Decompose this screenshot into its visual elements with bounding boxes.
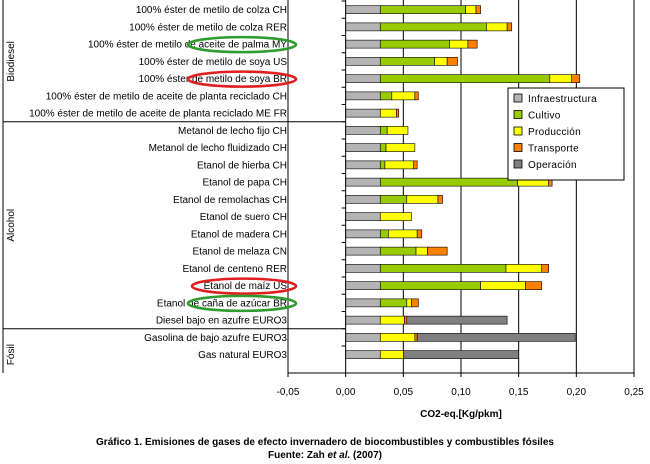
bar-segment [380,109,396,117]
bar-segment [386,144,415,152]
bar-segment [380,299,407,307]
category-label: Etanol de hierba CH [196,160,287,172]
source-suffix: (2007) [350,450,382,461]
bar-segment [346,316,381,324]
category-label: Etanol de madera CH [190,229,287,241]
legend [508,88,624,180]
bar-segment [346,213,381,221]
bar-segment [380,247,416,255]
bar-segment [507,23,512,31]
bar-segment [506,264,542,272]
bar-segment [407,195,438,203]
bar-segment [380,144,386,152]
legend-swatch [514,94,522,102]
bar-segment [404,316,406,324]
x-tick-label: 0,15 [508,387,529,398]
x-tick-label: 0,25 [624,387,644,398]
bar-segment [380,75,550,83]
bar-segment [380,282,480,290]
group-label: Fósil [6,344,17,366]
category-label: 100% éster de metilo de aceite de palma MY [88,39,287,51]
bar-segment [407,316,507,324]
category-label: Etanol de remolachas CH [173,194,287,206]
bar-segment [428,247,448,255]
bar-segment [380,6,465,14]
category-label: Metanol de lecho fluidizado CH [148,143,287,155]
bar-segment [346,75,381,83]
bar-segment [550,75,572,83]
bar-segment [346,144,381,152]
category-label: 100% éster de metilo de colza RER [129,22,287,34]
bar-segment [380,333,415,341]
bar-segment [380,92,392,100]
bar-segment [346,333,381,341]
bar-segment [438,195,443,203]
bar-segment [414,161,417,169]
group-label: Biodiesel [6,41,17,82]
category-label: Gas natural EURO3 [198,350,287,362]
bar-segment [380,40,449,48]
legend-swatch [514,144,522,152]
bar-segment [380,57,434,65]
bar-segment [346,6,381,14]
bar-segment [407,299,412,307]
bar-segment [380,161,385,169]
x-tick-label: -0,05 [276,387,300,398]
legend-swatch [514,111,522,119]
figure-caption: Gráfico 1. Emisiones de gases de efecto invernadero de biocombustibles y combustibles fósiles [96,437,554,448]
bar-segment [572,75,580,83]
bar-segment [434,57,447,65]
category-label: Etanol de melaza CN [192,246,287,258]
legend-label: Infraestructura [528,94,597,105]
bar-segment [396,109,398,117]
bar-segment [346,57,381,65]
bar-segment [346,126,381,134]
bar-segment [526,282,542,290]
bar-segment [468,40,477,48]
bar-segment [346,299,381,307]
bar-segment [346,230,381,238]
bar-segment [481,282,526,290]
bar-segment [380,195,407,203]
category-label: 100% éster de metilo de aceite de planta reciclado CH [45,91,287,103]
bar-segment [417,230,422,238]
bar-segment [417,333,575,341]
legend-label: Cultivo [528,110,561,122]
bar-segment [476,6,481,14]
source-prefix: Fuente: Zah [268,450,328,461]
category-label: Etanol de maíz US [203,281,287,293]
bar-segment [346,40,381,48]
bar-segment [415,92,418,100]
bar-segment [466,6,476,14]
category-label: Etanol de centeno RER [182,263,287,275]
bar-segment [486,23,507,31]
legend-label: Transporte [528,143,579,155]
bars [346,6,580,359]
bar-segment [380,230,388,238]
bar-segment [388,230,417,238]
category-label: 100% éster de metilo de soya BR [138,74,287,86]
group-label: Alcohol [6,208,17,242]
bar-segment [346,92,381,100]
bar-segment [380,351,403,359]
bar-segment [403,351,518,359]
x-tick-label: 0,20 [566,387,587,398]
category-label: 100% éster de metilo de colza CH [135,5,287,17]
bar-segment [346,178,381,186]
bar-segment [346,247,381,255]
bar-segment [380,264,506,272]
category-label: Metanol de lecho fijo CH [178,125,287,137]
bar-segment [346,109,381,117]
x-axis-title: CO2-eq.[Kg/pkm] [420,409,502,420]
bar-segment [380,213,411,221]
category-labels [29,5,287,361]
bar-segment [387,126,408,134]
bar-segment [385,161,414,169]
bar-segment [411,299,418,307]
figure-source [0,450,650,461]
source-italic: et al. [327,450,351,461]
bar-segment [346,282,381,290]
category-label: 100% éster de metilo de aceite de planta reciclado ME FR [29,108,287,120]
bar-segment [542,264,549,272]
bar-segment [447,57,457,65]
bar-segment [380,316,404,324]
bar-segment [380,178,517,186]
x-tick-label: 0,10 [451,387,471,398]
bar-segment [380,23,486,31]
bar-segment [380,126,387,134]
bar-segment [415,333,417,341]
legend-label: Operación [528,160,577,171]
bar-segment [416,247,428,255]
category-label: Etanol de suero CH [199,212,287,224]
bar-segment [346,195,381,203]
category-label: Etanol de papa CH [202,177,287,189]
category-label: Etanol de caña de azúcar BR [156,298,287,310]
bar-segment [346,351,381,359]
bar-segment [449,40,467,48]
bar-segment [392,92,415,100]
x-tick-label: 0,00 [335,387,356,398]
category-label: Gasolina de bajo azufre EURO3 [144,332,287,344]
legend-label: Producción [528,127,582,138]
x-tick-labels [277,387,645,398]
bar-segment [346,264,381,272]
bar-segment [346,23,381,31]
legend-swatch [514,127,522,135]
legend-swatch [514,160,522,168]
bar-segment [346,161,381,169]
category-label: 100% éster de metilo de soya US [138,56,287,68]
x-tick-label: 0,05 [393,387,414,398]
category-label: Diesel bajo en azufre EURO3 [155,315,287,327]
